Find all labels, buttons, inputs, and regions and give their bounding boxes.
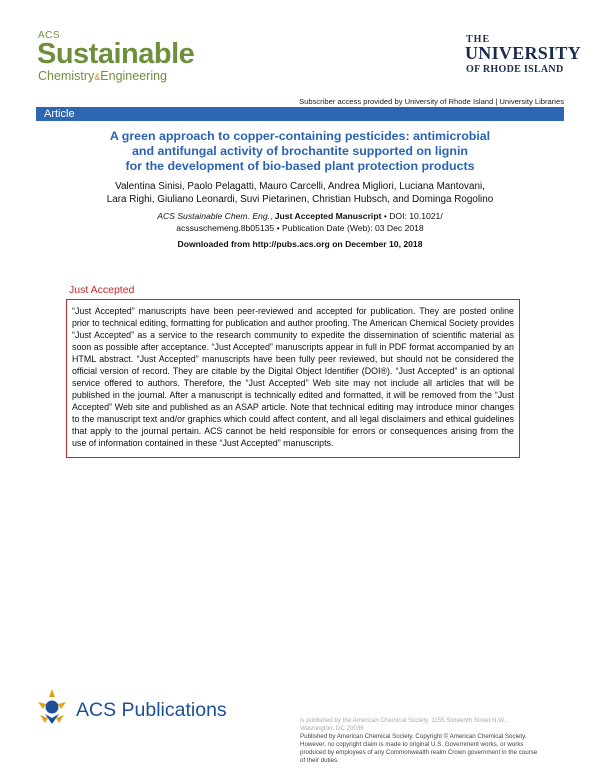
university-logo-the: THE bbox=[466, 34, 491, 45]
journal-logo-subtitle-2: Engineering bbox=[100, 69, 167, 83]
journal-logo-subtitle bbox=[38, 69, 167, 83]
download-note: Downloaded from http://pubs.acs.org on December 10, 2018 bbox=[177, 239, 423, 249]
footer-line: Washington, DC 20036 bbox=[300, 725, 364, 732]
just-accepted-text: “Just Accepted” manuscripts have been peer-reviewed and accepted for publication. They are posted online prior to technical editing, formatting for publication and author proofing. The American Chemical Society provides “Just Accepted” as a service to the research community to expedite the dissemination of scientific material as soon as possible after acceptance. “Just Accepted” manuscripts appear in full in PDF format accompanied by an HTML abstract. “Just Accepted” manuscripts have been fully peer reviewed, but should not be considered the official version of record. They are citable by the Digital Object Identifier (DOI®). “Just Accepted” is an optional service offered to authors. Therefore, the “Just Accepted” Web site may not include all articles that will be published in the journal. After a manuscript is technically edited and formatted, it will be removed from the “Just Accepted” Web site and published as an ASAP article. Note that technical editing may introduce minor changes to the manuscript text and/or graphics which could affect content, and all legal disclaimers and ethical guidelines that apply to the journal pertain. ACS cannot be held responsible for errors or consequences arising from the use of information contained in these “Just Accepted” manuscripts. bbox=[72, 306, 514, 448]
just-accepted-label: Just Accepted bbox=[69, 284, 135, 296]
acs-publications-logo-icon bbox=[36, 688, 68, 728]
footer-line: is published by the American Chemical Society. 1155 Sixteenth Street N.W., bbox=[300, 717, 508, 724]
citation-line-2: acssuschemeng.8b05135 • Publication Date (Web): 03 Dec 2018 bbox=[176, 222, 424, 233]
citation bbox=[60, 211, 540, 234]
citation-line-1 bbox=[60, 211, 540, 223]
article-type-bar bbox=[36, 107, 564, 121]
article-title-line: A green approach to copper-containing pesticides: antimicrobial bbox=[109, 129, 491, 143]
footer-line: of their duties. bbox=[300, 757, 339, 764]
journal-logo-name: Sustainable bbox=[37, 38, 195, 70]
journal-logo-subtitle-1: Chemistry bbox=[38, 69, 95, 83]
publisher-footer bbox=[300, 717, 568, 765]
university-logo-state: OF RHODE ISLAND bbox=[466, 64, 564, 75]
footer-line: produced by employees of any Commonwealth realm Crown government in the course bbox=[300, 749, 538, 756]
author-line: Lara Righi, Giuliano Leonardi, Suvi Pietarinen, Christian Hubsch, and Dominga Rogolino bbox=[106, 194, 494, 205]
article-title-line: and antifungal activity of brochantite supported on lignin bbox=[132, 144, 468, 158]
article-title bbox=[40, 129, 560, 174]
citation-status: Just Accepted Manuscript bbox=[274, 211, 382, 221]
acs-publications-wordmark: ACS Publications bbox=[76, 699, 227, 721]
footer-line: Published by American Chemical Society. Copyright © American Chemical Society. bbox=[300, 733, 527, 740]
citation-sep: , bbox=[270, 211, 275, 221]
author-line: Valentina Sinisi, Paolo Pelagatti, Mauro Carcelli, Andrea Migliori, Luciana Mantovani, bbox=[115, 181, 485, 192]
journal-logo-acs: ACS bbox=[38, 30, 61, 41]
footer-line: However, no copyright claim is made to original U.S. Government works, or works bbox=[300, 741, 524, 748]
just-accepted-box bbox=[66, 299, 520, 458]
article-title-line: for the development of bio-based plant protection products bbox=[125, 159, 475, 173]
journal-logo-amp: & bbox=[94, 72, 101, 82]
subscriber-access-note: Subscriber access provided by University of Rhode Island | University Libraries bbox=[299, 97, 564, 106]
citation-doi: • DOI: 10.1021/ bbox=[381, 211, 443, 221]
author-list bbox=[40, 180, 560, 206]
citation-journal: ACS Sustainable Chem. Eng. bbox=[157, 211, 270, 221]
university-logo-name: UNIVERSITY bbox=[465, 43, 582, 63]
article-type-label: Article bbox=[44, 108, 75, 120]
